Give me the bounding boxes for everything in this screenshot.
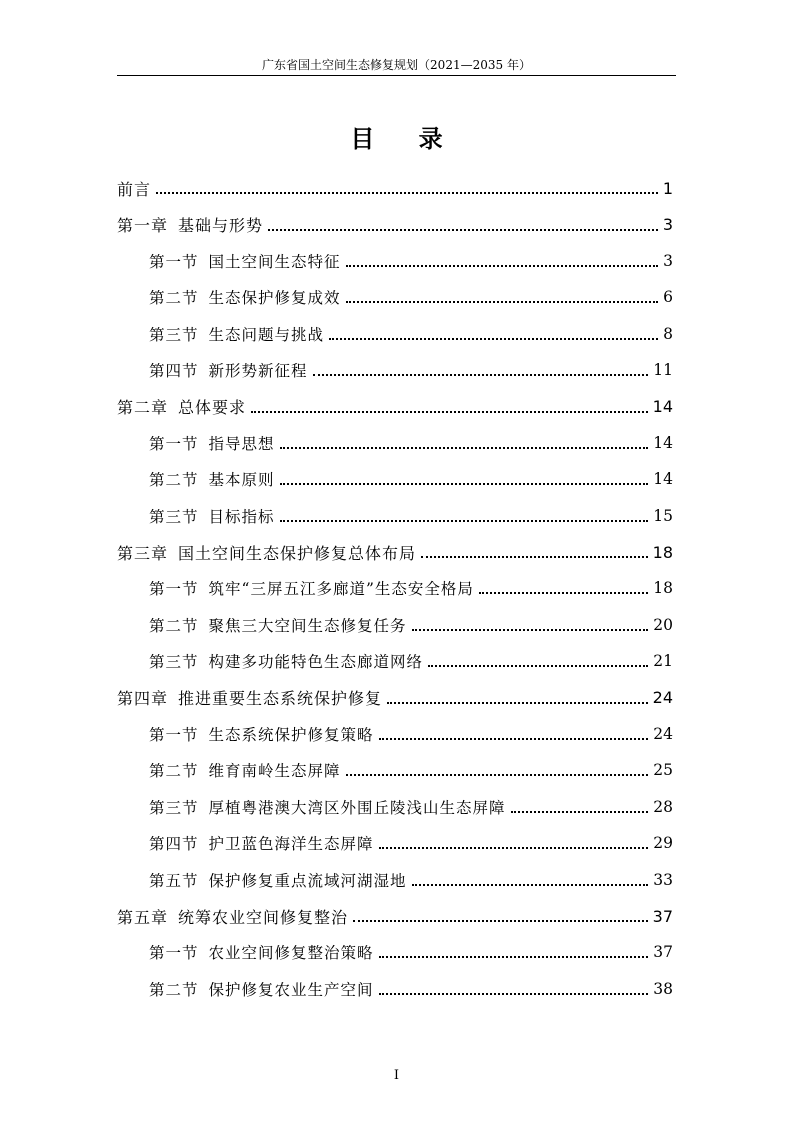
toc-entry-page: 21 <box>653 652 673 671</box>
toc-entry-title: 聚焦三大空间生态修复任务 <box>208 616 407 635</box>
toc-section-entry[interactable] <box>117 316 673 352</box>
table-of-contents <box>117 170 673 1007</box>
toc-entry-title: 保护修复农业生产空间 <box>208 980 374 999</box>
toc-entry-text <box>149 941 374 963</box>
toc-entry-number: 第四节 <box>149 835 199 854</box>
dot-leader <box>511 811 649 813</box>
toc-entry-number: 第二节 <box>149 762 199 781</box>
toc-section-entry[interactable] <box>117 461 673 497</box>
toc-section-entry[interactable] <box>117 498 673 534</box>
toc-entry-page: 37 <box>653 943 673 962</box>
toc-entry-number: 第一章 <box>117 216 169 236</box>
toc-entry-number: 第四节 <box>149 362 199 381</box>
toc-entry-number: 第一节 <box>149 580 199 599</box>
toc-entry-title: 指导思想 <box>208 434 275 453</box>
toc-entry-page: 37 <box>652 906 673 926</box>
toc-entry-text <box>149 323 324 345</box>
dot-leader <box>379 738 649 740</box>
toc-section-entry[interactable] <box>117 425 673 461</box>
toc-entry-page: 29 <box>653 834 673 853</box>
header-rule <box>117 75 676 76</box>
toc-entry-title: 生态保护修复成效 <box>208 289 341 308</box>
dot-leader <box>379 993 649 995</box>
dot-leader <box>412 629 649 631</box>
toc-entry-number: 第三节 <box>149 507 199 526</box>
toc-entry-text <box>149 832 374 854</box>
dot-leader <box>346 774 649 776</box>
dot-leader <box>268 229 658 231</box>
toc-chapter-entry[interactable] <box>117 170 673 206</box>
toc-chapter-entry[interactable] <box>117 898 673 934</box>
toc-entry-page: 1 <box>662 178 673 198</box>
toc-entry-page: 25 <box>653 761 673 780</box>
dot-leader <box>313 374 649 376</box>
toc-entry-number: 第四章 <box>117 689 169 709</box>
toc-entry-text <box>149 286 341 308</box>
dot-leader <box>379 956 649 958</box>
toc-entry-number: 第二节 <box>149 980 199 999</box>
toc-entry-text <box>149 505 275 527</box>
toc-entry-number: 第三节 <box>149 653 199 672</box>
toc-entry-title: 新形势新征程 <box>208 362 308 381</box>
toc-entry-number: 第二节 <box>149 471 199 490</box>
toc-entry-page: 33 <box>653 870 673 889</box>
toc-entry-title: 推进重要生态系统保护修复 <box>178 689 383 709</box>
toc-entry-text <box>149 759 341 781</box>
toc-entry-number: 第五章 <box>117 907 169 927</box>
toc-entry-text <box>149 468 275 490</box>
toc-chapter-entry[interactable] <box>117 388 673 424</box>
toc-entry-text <box>149 359 308 381</box>
toc-entry-number: 第一节 <box>149 944 199 963</box>
toc-chapter-entry[interactable] <box>117 534 673 570</box>
toc-entry-page: 18 <box>652 542 673 562</box>
toc-entry-page: 38 <box>653 979 673 998</box>
toc-entry-title: 总体要求 <box>178 398 247 418</box>
toc-entry-text <box>149 577 474 599</box>
toc-section-entry[interactable] <box>117 243 673 279</box>
toc-entry-title: 目标指标 <box>208 507 275 526</box>
toc-entry-title: 基础与形势 <box>178 216 264 236</box>
toc-entry-number: 第一节 <box>149 252 199 271</box>
page-number: I <box>393 1068 400 1083</box>
toc-entry-text <box>149 614 407 636</box>
toc-entry-title: 生态问题与挑战 <box>208 325 325 344</box>
toc-section-entry[interactable] <box>117 570 673 606</box>
toc-entry-page: 8 <box>663 324 673 343</box>
toc-entry-text <box>149 869 407 891</box>
toc-entry-page: 11 <box>653 361 673 380</box>
dot-leader <box>379 847 649 849</box>
toc-entry-page: 28 <box>653 797 673 816</box>
toc-entry-text <box>149 432 275 454</box>
dot-leader <box>251 411 648 413</box>
dot-leader <box>156 192 658 194</box>
toc-entry-number: 第三节 <box>149 325 199 344</box>
toc-entry-number: 第三章 <box>117 543 169 563</box>
toc-entry-page: 18 <box>653 579 673 598</box>
toc-entry-title: 维育南岭生态屏障 <box>208 762 341 781</box>
toc-entry-text <box>117 177 151 200</box>
toc-section-entry[interactable] <box>117 279 673 315</box>
toc-entry-number: 第二节 <box>149 289 199 308</box>
toc-entry-text <box>117 686 382 709</box>
toc-entry-text <box>117 213 263 236</box>
toc-entry-number: 第三节 <box>149 798 199 817</box>
toc-entry-number: 第一节 <box>149 434 199 453</box>
toc-section-entry[interactable] <box>117 716 673 752</box>
toc-entry-title: 国土空间生态特征 <box>208 252 341 271</box>
dot-leader <box>353 920 648 922</box>
toc-entry-number: 第一节 <box>149 726 199 745</box>
toc-entry-title: 前言 <box>117 179 152 199</box>
toc-entry-text <box>149 250 341 272</box>
dot-leader <box>387 702 648 704</box>
toc-entry-title: 保护修复重点流域河湖湿地 <box>208 871 407 890</box>
dot-leader <box>280 483 649 485</box>
dot-leader <box>479 592 648 594</box>
toc-entry-title: 筑牢“三屏五江多廊道”生态安全格局 <box>208 580 474 599</box>
toc-entry-title: 护卫蓝色海洋生态屏障 <box>208 835 374 854</box>
toc-entry-text <box>149 650 423 672</box>
dot-leader <box>329 338 658 340</box>
toc-section-entry[interactable] <box>117 789 673 825</box>
toc-entry-page: 24 <box>652 688 673 708</box>
toc-section-entry[interactable] <box>117 752 673 788</box>
toc-section-entry[interactable] <box>117 643 673 679</box>
toc-section-entry[interactable] <box>117 971 673 1007</box>
toc-entry-number: 第二节 <box>149 616 199 635</box>
toc-section-entry[interactable] <box>117 934 673 970</box>
dot-leader <box>421 556 648 558</box>
toc-entry-page: 6 <box>663 288 673 307</box>
toc-entry-title: 生态系统保护修复策略 <box>208 726 374 745</box>
toc-chapter-entry[interactable] <box>117 679 673 715</box>
running-header: 广东省国土空间生态修复规划（2021—2035 年） <box>262 58 531 72</box>
toc-entry-text <box>117 541 416 564</box>
dot-leader <box>412 884 649 886</box>
toc-entry-title: 基本原则 <box>208 471 275 490</box>
dot-leader <box>346 301 659 303</box>
toc-entry-page: 14 <box>653 433 673 452</box>
dot-leader <box>428 665 648 667</box>
toc-entry-page: 24 <box>653 725 673 744</box>
toc-entry-page: 14 <box>653 470 673 489</box>
toc-section-entry[interactable] <box>117 861 673 897</box>
toc-section-entry[interactable] <box>117 352 673 388</box>
toc-entry-text <box>117 905 348 928</box>
toc-entry-page: 20 <box>653 615 673 634</box>
toc-entry-text <box>149 978 374 1000</box>
toc-entry-title: 国土空间生态保护修复总体布局 <box>178 543 417 563</box>
toc-entry-title: 构建多功能特色生态廊道网络 <box>208 653 424 672</box>
toc-title: 目 录 <box>350 124 461 153</box>
toc-section-entry[interactable] <box>117 825 673 861</box>
dot-leader <box>346 265 659 267</box>
toc-entry-number: 第二章 <box>117 398 169 418</box>
toc-entry-text <box>149 723 374 745</box>
toc-entry-title: 农业空间修复整治策略 <box>208 944 374 963</box>
toc-entry-number: 第五节 <box>149 871 199 890</box>
toc-entry-page: 14 <box>652 397 673 417</box>
dot-leader <box>280 520 649 522</box>
toc-entry-page: 3 <box>663 251 673 270</box>
toc-entry-page: 3 <box>662 215 673 235</box>
toc-entry-page: 15 <box>653 506 673 525</box>
toc-entry-title: 厚植粤港澳大湾区外围丘陵浅山生态屏障 <box>208 798 506 817</box>
toc-chapter-entry[interactable] <box>117 206 673 242</box>
toc-entry-text <box>149 796 506 818</box>
dot-leader <box>280 447 649 449</box>
toc-section-entry[interactable] <box>117 607 673 643</box>
toc-entry-title: 统筹农业空间修复整治 <box>178 907 349 927</box>
toc-entry-text <box>117 395 246 418</box>
